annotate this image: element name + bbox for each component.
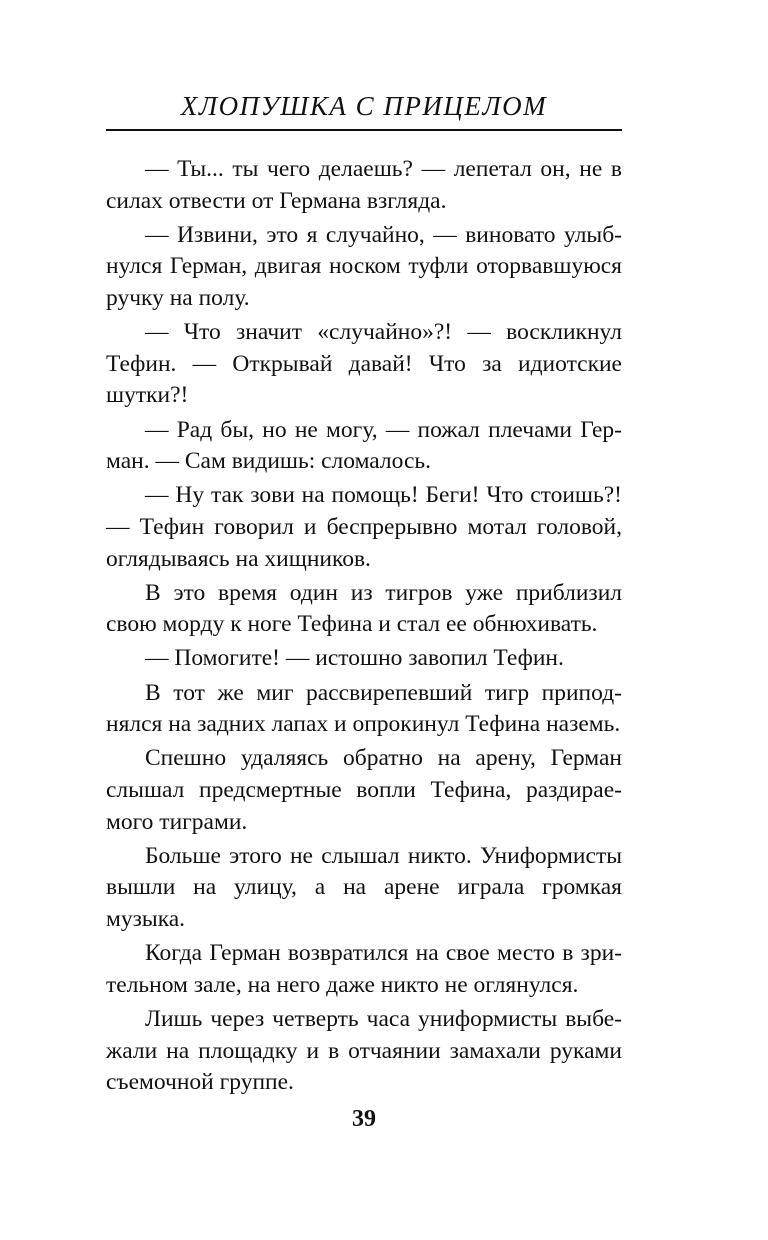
paragraph: Лишь через четверть часа униформисты выбежали на площадку и в отчаянии замахали руками съемочной группе. <box>106 1005 622 1096</box>
paragraph: — Извини, это я случайно, — виновато улыбнулся Герман, двигая носком туфли оторвавшуюся ручку на полу. <box>106 221 622 311</box>
page-number: 39 <box>352 1106 376 1132</box>
header-rule <box>106 129 622 131</box>
book-page <box>106 0 622 1240</box>
paragraph: — Ну так зови на помощь! Беги! Что стоишь?! — Тефин говорил и беспрерывно мотал головой, оглядываясь на хищников. <box>106 482 622 572</box>
body-text <box>106 154 622 1101</box>
paragraph: — Что значит «случайно»?! — воскликнул Тефин. — Открывай давай! Что за идиотские шутки?! <box>106 319 622 409</box>
paragraph: — Рад бы, но не могу, — пожал плечами Герман. — Сам видишь: сломалось. <box>106 416 622 475</box>
running-title: ХЛОПУШКА С ПРИЦЕЛОМ <box>180 91 548 121</box>
paragraph: В это время один из тигров уже приблизил свою морду к ноге Тефина и стал ее обнюхивать. <box>106 579 622 638</box>
paragraph: Когда Герман возвратился на свое место в зрительном зале, на него даже никто не оглянулся. <box>106 940 622 998</box>
paragraph: В тот же миг рассвирепевший тигр приподнялся на задних лапах и опрокинул Тефина наземь. <box>106 679 622 738</box>
paragraph: — Помогите! — истошно завопил Тефин. <box>145 645 564 672</box>
paragraph: Больше этого не слышал никто. Униформисты вышли на улицу, а на арене играла громкая музыка. <box>106 842 622 932</box>
paragraph: Спешно удаляясь обратно на арену, Герман слышал предсмертные вопли Тефина, раздираемого тиграми. <box>106 745 622 835</box>
paragraph: — Ты... ты чего делаешь? — лепетал он, не в силах отвести от Германа взгляда. <box>106 156 622 214</box>
